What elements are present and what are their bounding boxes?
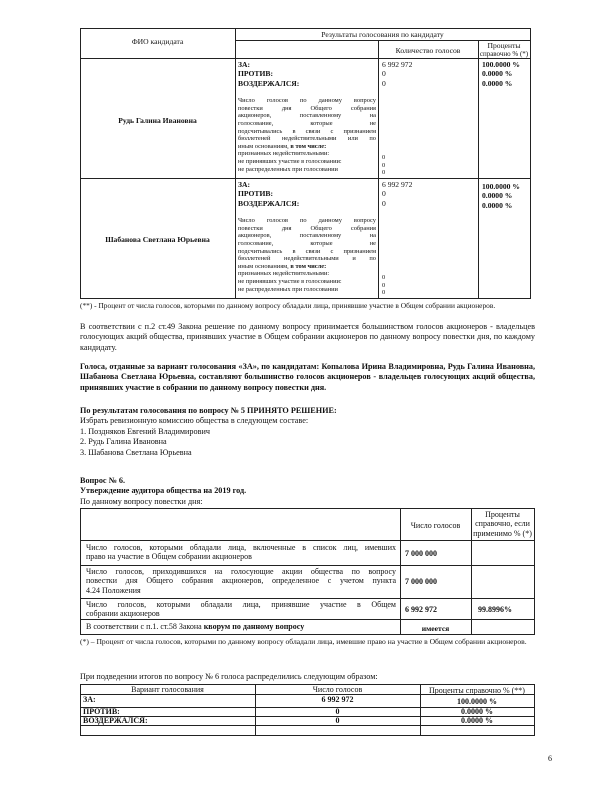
quorum-row-count: 6 992 972 bbox=[405, 605, 437, 614]
question-title: Утверждение аудитора общества на 2019 год. bbox=[80, 486, 247, 496]
col-pct-header: Проценты справочно % (*) bbox=[479, 41, 529, 59]
col-count-header: Число голосов bbox=[410, 521, 461, 530]
quorum-row-count: 7 000 000 bbox=[405, 577, 437, 586]
dist-row-pct: 0.0000 % bbox=[461, 716, 493, 725]
quorum-row-count: 7 000 000 bbox=[405, 549, 437, 558]
dist-row-count: 0 bbox=[335, 707, 340, 716]
candidate-percents: 100.0000 % 0.0000 % 0.0000 % bbox=[482, 182, 520, 210]
dist-row-pct: 0.0000 % bbox=[461, 707, 493, 716]
dist-row-label: ЗА: bbox=[83, 695, 96, 704]
member-item: 2. Рудь Галина Ивановна bbox=[80, 437, 167, 447]
dist-row-count: 6 992 972 bbox=[321, 695, 354, 704]
voting-rule-paragraph: В соответствии с п.2 ст.49 Закона решение по данному вопросу принимается большинством голосов акционеров - владельцев голосующих акций общества, принявших участие в Общем собрании акционеров по данному вопросу повестки дня, по каждому кандидату. bbox=[80, 322, 535, 352]
question-subtitle: По данному вопросу повестки дня: bbox=[80, 496, 203, 506]
candidate-name: Шабанова Светлана Юрьевна bbox=[105, 235, 210, 244]
col-results-header: Результаты голосования по кандидату bbox=[321, 30, 444, 39]
candidate-vote-block: ЗА: ПРОТИВ: ВОЗДЕРЖАЛСЯ: Число голосов по данному вопросу повестки дня Общего собрания акционеров, поставленному на голосование, которые не подсчитывались в связи с признанием бюллетеней недействительными или по иным основаниям, в том числе: признанных недействительными: не принявших участие в голосовании: не распределенных при голосовании bbox=[238, 60, 376, 173]
distribution-intro: При подведении итогов по вопросу № 6 голоса распределились следующим образом: bbox=[80, 672, 378, 681]
candidate-percents: 100.0000 % 0.0000 % 0.0000 % bbox=[482, 60, 520, 88]
quorum-label: В соответствии с п.1. ст.58 Закона кворум по данному вопросу bbox=[86, 622, 305, 631]
dist-row-count: 0 bbox=[335, 716, 340, 725]
dist-row-pct: 100.0000 % bbox=[457, 697, 497, 706]
question-number: Вопрос № 6. bbox=[80, 476, 126, 485]
dist-header-pct: Проценты справочно % (**) bbox=[429, 686, 525, 695]
candidate-subcounts: 0 0 0 bbox=[382, 274, 386, 297]
member-item: 3. Шабанова Светлана Юрьевна bbox=[80, 447, 192, 457]
decision-text: Избрать ревизионную комиссию общества в следующем составе: bbox=[80, 416, 309, 426]
candidates-footnote: (**) - Процент от числа голосов, которыми по данному вопросу обладали лица, принявшие участие в Общем собрании акционеров. bbox=[80, 301, 496, 310]
quorum-row-label: Число голосов, которыми обладали лица, принявшие участие в Общем собрании акционеров bbox=[86, 600, 396, 619]
col-pct-header: Проценты справочно, если применимо % (*) bbox=[473, 510, 532, 538]
candidate-counts: 6 992 972 0 0 bbox=[382, 60, 413, 88]
candidate-counts: 6 992 972 0 0 bbox=[382, 180, 413, 208]
candidate-subcounts: 0 0 0 bbox=[382, 154, 386, 177]
decision-title: По результатам голосования по вопросу № 5 ПРИНЯТО РЕШЕНИЕ: bbox=[80, 406, 337, 415]
dist-row-label: ПРОТИВ: bbox=[83, 707, 120, 716]
col-count-header: Количество голосов bbox=[395, 46, 461, 55]
candidate-name: Рудь Галина Ивановна bbox=[118, 116, 197, 125]
decision-block bbox=[80, 406, 535, 458]
page-number: 6 bbox=[548, 754, 552, 763]
quorum-row-label: Число голосов, которыми обладали лица, включенные в список лиц, имевших право на участие в Общем собрании акционеров bbox=[86, 543, 396, 562]
question6-heading bbox=[80, 476, 535, 507]
col-name-header: ФИО кандидата bbox=[131, 37, 184, 46]
question6-footnote: (*) – Процент от числа голосов, которыми по данному вопросу обладали лица, имевшие право на участие в Общем собрании акционеров. bbox=[80, 637, 527, 646]
member-item: 1. Поздняков Евгений Владимирович bbox=[80, 426, 210, 436]
dist-header-option: Вариант голосования bbox=[131, 685, 204, 694]
dist-header-count: Число голосов bbox=[312, 685, 363, 694]
dist-row-label: ВОЗДЕРЖАЛСЯ: bbox=[83, 716, 148, 725]
candidate-vote-block: ЗА: ПРОТИВ: ВОЗДЕРЖАЛСЯ: Число голосов по данному вопросу повестки дня Общего собрания акционеров, поставленному на голосование, которые не подсчитывались в связи с признанием бюллетеней недействительными и по иным основаниям, в том числе: признанных недействительными: не принявших участие в голосовании: не распределенных при голосовании bbox=[238, 180, 376, 293]
quorum-row-label: Число голосов, приходившихся на голосующие акции общества по вопросу повестки дня Общего собрания акционеров, определенное с учетом пункта 4.24 Положения bbox=[86, 567, 396, 595]
quorum-value: имеется bbox=[421, 624, 450, 633]
voting-result-paragraph: Голоса, отданные за вариант голосования «ЗА», по кандидатам: Копылова Ирина Владимировна, Рудь Галина Ивановна, Шабанова Светлана Юрьевна, составляют большинство голосов акционеров - владельцев голосующих акций общества, принявших участие в собрании по данному вопросу повестки дня. bbox=[80, 362, 535, 392]
quorum-row-pct: 99.8996% bbox=[478, 605, 512, 614]
